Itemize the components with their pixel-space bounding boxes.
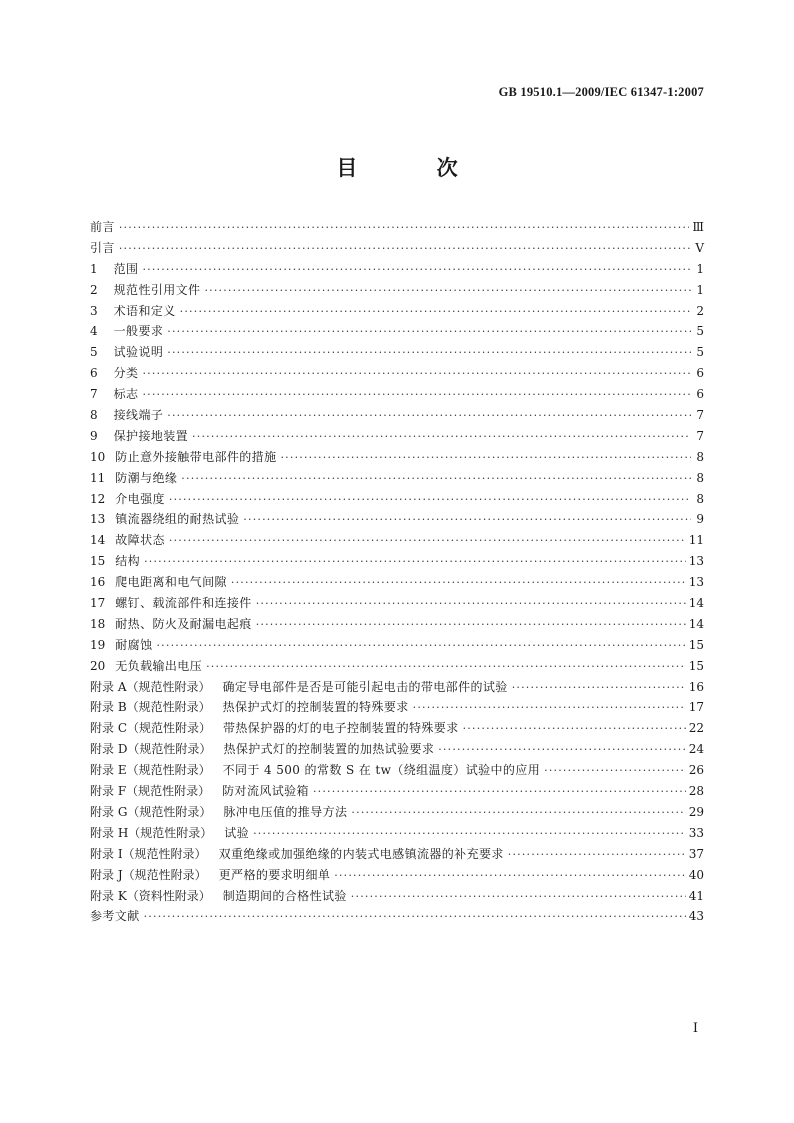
toc-entry[interactable] [90,865,704,886]
toc-entry-title: 参考文献 [90,909,140,924]
toc-entry-title: 规范性引用文件 [113,282,201,297]
toc-dot-leader [167,322,691,343]
toc-entry-number: 附录 G（规范性附录） [90,804,212,819]
toc-entry-title: 耐热、防火及耐漏电起痕 [115,616,252,631]
toc-entry[interactable] [90,635,704,656]
toc-entry[interactable] [90,677,704,698]
toc-dot-leader [180,302,691,323]
toc-entry[interactable] [90,718,704,739]
toc-dot-leader [192,427,691,448]
toc-entry-page: Ⅴ [695,240,704,255]
toc-entry-number: 附录 I（规范性附录） [90,846,207,861]
toc-dot-leader [231,573,686,594]
toc-entry-title: 无负载输出电压 [115,658,203,673]
toc-entry-page: 14 [688,616,704,631]
page-title: 目 次 [336,156,494,180]
toc-entry[interactable] [90,739,704,760]
toc-entry-number: 附录 B（规范性附录） [90,700,211,715]
toc-entry[interactable] [90,384,704,405]
toc-entry[interactable] [90,844,704,865]
toc-entry[interactable] [90,321,704,342]
toc-entry-number: 附录 F（规范性附录） [90,784,211,799]
toc-entry-page: 41 [688,888,704,903]
toc-entry-title: 试验 [224,825,250,840]
toc-dot-leader [544,761,686,782]
toc-entry-number: 附录 C（规范性附录） [90,721,211,736]
toc-entry-title: 防潮与绝缘 [115,470,178,485]
toc-entry-page: 1 [696,282,704,297]
toc-entry-number: 5 [90,345,98,360]
toc-entry[interactable] [90,405,704,426]
toc-entry[interactable] [90,593,704,614]
toc-entry-number: 1 [90,261,98,276]
standard-code: GB 19510.1—2009/IEC 61347-1:2007 [498,85,704,99]
toc-dot-leader [438,740,685,761]
toc-entry-title: 不同于 4 500 的常数 S 在 tw（绕组温度）试验中的应用 [222,763,541,778]
toc-entry[interactable] [90,489,704,510]
toc-entry-number: 附录 K（资料性附录） [90,888,211,903]
toc-entry[interactable] [90,259,704,280]
toc-entry-number: 15 [90,554,106,569]
toc-entry[interactable] [90,697,704,718]
toc-entry-page: Ⅲ [692,220,704,234]
toc-dot-leader [181,469,691,490]
toc-entry[interactable] [90,823,704,844]
toc-entry-page: 6 [696,366,704,381]
toc-entry-page: 26 [688,763,704,778]
toc-entry-title: 保护接地装置 [113,428,189,443]
toc-entry-title: 介电强度 [115,491,165,506]
toc-entry-title: 更严格的要求明细单 [218,867,331,882]
toc-entry-page: 8 [696,449,704,464]
toc-entry-number: 16 [90,575,106,590]
toc-dot-leader [144,907,686,928]
toc-entry-title: 防止意外接触带电部件的措施 [115,449,277,464]
toc-dot-leader [508,845,686,866]
toc-entry-title: 耐腐蚀 [115,637,153,652]
toc-entry-title: 接线端子 [113,408,164,423]
toc-entry[interactable] [90,886,704,907]
toc-entry-page: 5 [696,324,704,339]
toc-entry-title: 热保护式灯的控制装置的特殊要求 [222,700,409,715]
toc-dot-leader [142,385,691,406]
toc-entry-page: 24 [688,742,704,757]
toc-entry[interactable] [90,426,704,447]
toc-entry-number: 7 [90,387,98,402]
toc-entry-title: 标志 [113,387,139,402]
toc-dot-leader [351,803,685,824]
toc-dot-leader [142,364,691,385]
toc-entry-title: 爬电距离和电气间隙 [115,575,227,590]
toc-entry-page: 40 [688,867,704,882]
toc-entry-number: 18 [90,616,106,631]
toc-entry[interactable] [90,656,704,677]
toc-dot-leader [204,281,691,302]
toc-dot-leader [280,448,691,469]
toc-entry-title: 范围 [113,261,139,276]
toc-entry-page: 29 [688,804,704,819]
toc-entry[interactable] [90,530,704,551]
toc-entry-page: 14 [688,596,704,611]
toc-dot-leader [243,510,691,531]
toc-entry-number: 附录 A（规范性附录） [90,679,211,694]
toc-entry[interactable] [90,363,704,384]
toc-dot-leader [413,698,686,719]
toc-dot-leader [119,218,690,239]
toc-entry-number: 19 [90,637,106,652]
toc-entry[interactable] [90,280,704,301]
toc-entry-number: 11 [90,470,106,485]
toc-dot-leader [156,636,685,657]
toc-entry[interactable] [90,217,704,238]
toc-dot-leader [144,552,686,573]
toc-entry-page: 13 [688,554,704,569]
toc-entry-page: 15 [688,637,704,652]
toc-entry-page: 8 [696,470,704,485]
toc-entry-title: 螺钉、载流部件和连接件 [115,596,252,611]
toc-entry-page: 17 [688,700,704,715]
toc-entry-number: 附录 J（规范性附录） [90,867,207,882]
toc-dot-leader [253,824,686,845]
toc-entry[interactable] [90,760,704,781]
toc-entry[interactable] [90,238,704,259]
toc-dot-leader [351,887,686,908]
toc-dot-leader [256,594,686,615]
toc-entry-title: 防对流风试验箱 [222,784,309,799]
page-number: Ⅰ [692,1020,698,1035]
toc-dot-leader [334,866,685,887]
toc-dot-leader [169,490,691,511]
toc-entry-page: 28 [688,784,704,799]
toc-entry-number: 附录 D（规范性附录） [90,742,212,757]
toc-entry[interactable] [90,802,704,823]
toc-entry-title: 一般要求 [113,324,164,339]
toc-entry-number: 3 [90,303,98,318]
toc-entry-title: 制造期间的合格性试验 [222,888,347,903]
toc-entry-title: 结构 [115,554,141,569]
toc-entry[interactable] [90,906,704,927]
toc-entry-number: 4 [90,324,98,339]
toc-dot-leader [169,531,686,552]
toc-entry[interactable] [90,447,704,468]
toc-entry-title: 分类 [113,366,139,381]
toc-entry-title: 前言 [90,220,115,234]
toc-entry-number: 6 [90,366,98,381]
toc-entry-title: 带热保护器的灯的电子控制装置的特殊要求 [223,721,459,736]
toc-dot-leader [142,260,691,281]
toc-entry-page: 8 [696,491,704,506]
toc-entry-page: 7 [696,428,704,443]
toc-entry-page: 2 [696,303,704,318]
toc-dot-leader [167,343,691,364]
toc-entry-number: 14 [90,533,106,548]
table-of-contents [90,217,704,927]
toc-entry-page: 13 [688,575,704,590]
toc-entry-page: 5 [696,345,704,360]
toc-entry-number: 8 [90,408,98,423]
toc-dot-leader [313,782,686,803]
toc-entry[interactable] [90,781,704,802]
toc-entry-title: 故障状态 [115,533,165,548]
toc-entry-number: 附录 E（规范性附录） [90,763,211,778]
toc-dot-leader [512,678,686,699]
toc-entry-number: 20 [90,658,106,673]
toc-entry-title: 确定导电部件是否是可能引起电击的带电部件的试验 [222,679,508,694]
toc-entry[interactable] [90,509,704,530]
toc-entry[interactable] [90,614,704,635]
toc-entry-number: 13 [90,512,106,527]
toc-entry[interactable] [90,468,704,489]
toc-entry-title: 试验说明 [113,345,164,360]
toc-entry-page: 11 [688,533,704,548]
toc-entry-page: 9 [696,512,704,527]
toc-entry-page: 43 [688,909,704,924]
toc-entry-page: 6 [696,387,704,402]
toc-dot-leader [463,719,686,740]
toc-entry-page: 16 [688,679,704,694]
toc-entry-page: 7 [696,408,704,423]
toc-entry-number: 10 [90,449,106,464]
toc-entry-title: 镇流器绕组的耐热试验 [115,512,240,527]
toc-dot-leader [256,615,686,636]
toc-entry-title: 双重绝缘或加强绝缘的内装式电感镇流器的补充要求 [218,846,504,861]
toc-entry[interactable] [90,551,704,572]
toc-entry-page: 1 [696,261,704,276]
toc-dot-leader [119,239,691,260]
toc-entry-title: 术语和定义 [113,303,176,318]
toc-entry-title: 热保护式灯的控制装置的加热试验要求 [223,742,435,757]
toc-entry-title: 引言 [90,240,115,255]
toc-dot-leader [167,406,691,427]
toc-entry-number: 12 [90,491,106,506]
toc-entry-page: 37 [688,846,704,861]
toc-entry[interactable] [90,342,704,363]
toc-entry-title: 脉冲电压值的推导方法 [223,804,348,819]
toc-entry-number: 2 [90,282,98,297]
toc-entry[interactable] [90,301,704,322]
toc-entry-page: 22 [688,721,704,736]
toc-entry-number: 9 [90,428,98,443]
toc-entry[interactable] [90,572,704,593]
toc-dot-leader [206,657,686,678]
toc-entry-number: 17 [90,596,106,611]
toc-entry-page: 33 [688,825,704,840]
toc-entry-page: 15 [688,658,704,673]
toc-entry-number: 附录 H（规范性附录） [90,825,213,840]
